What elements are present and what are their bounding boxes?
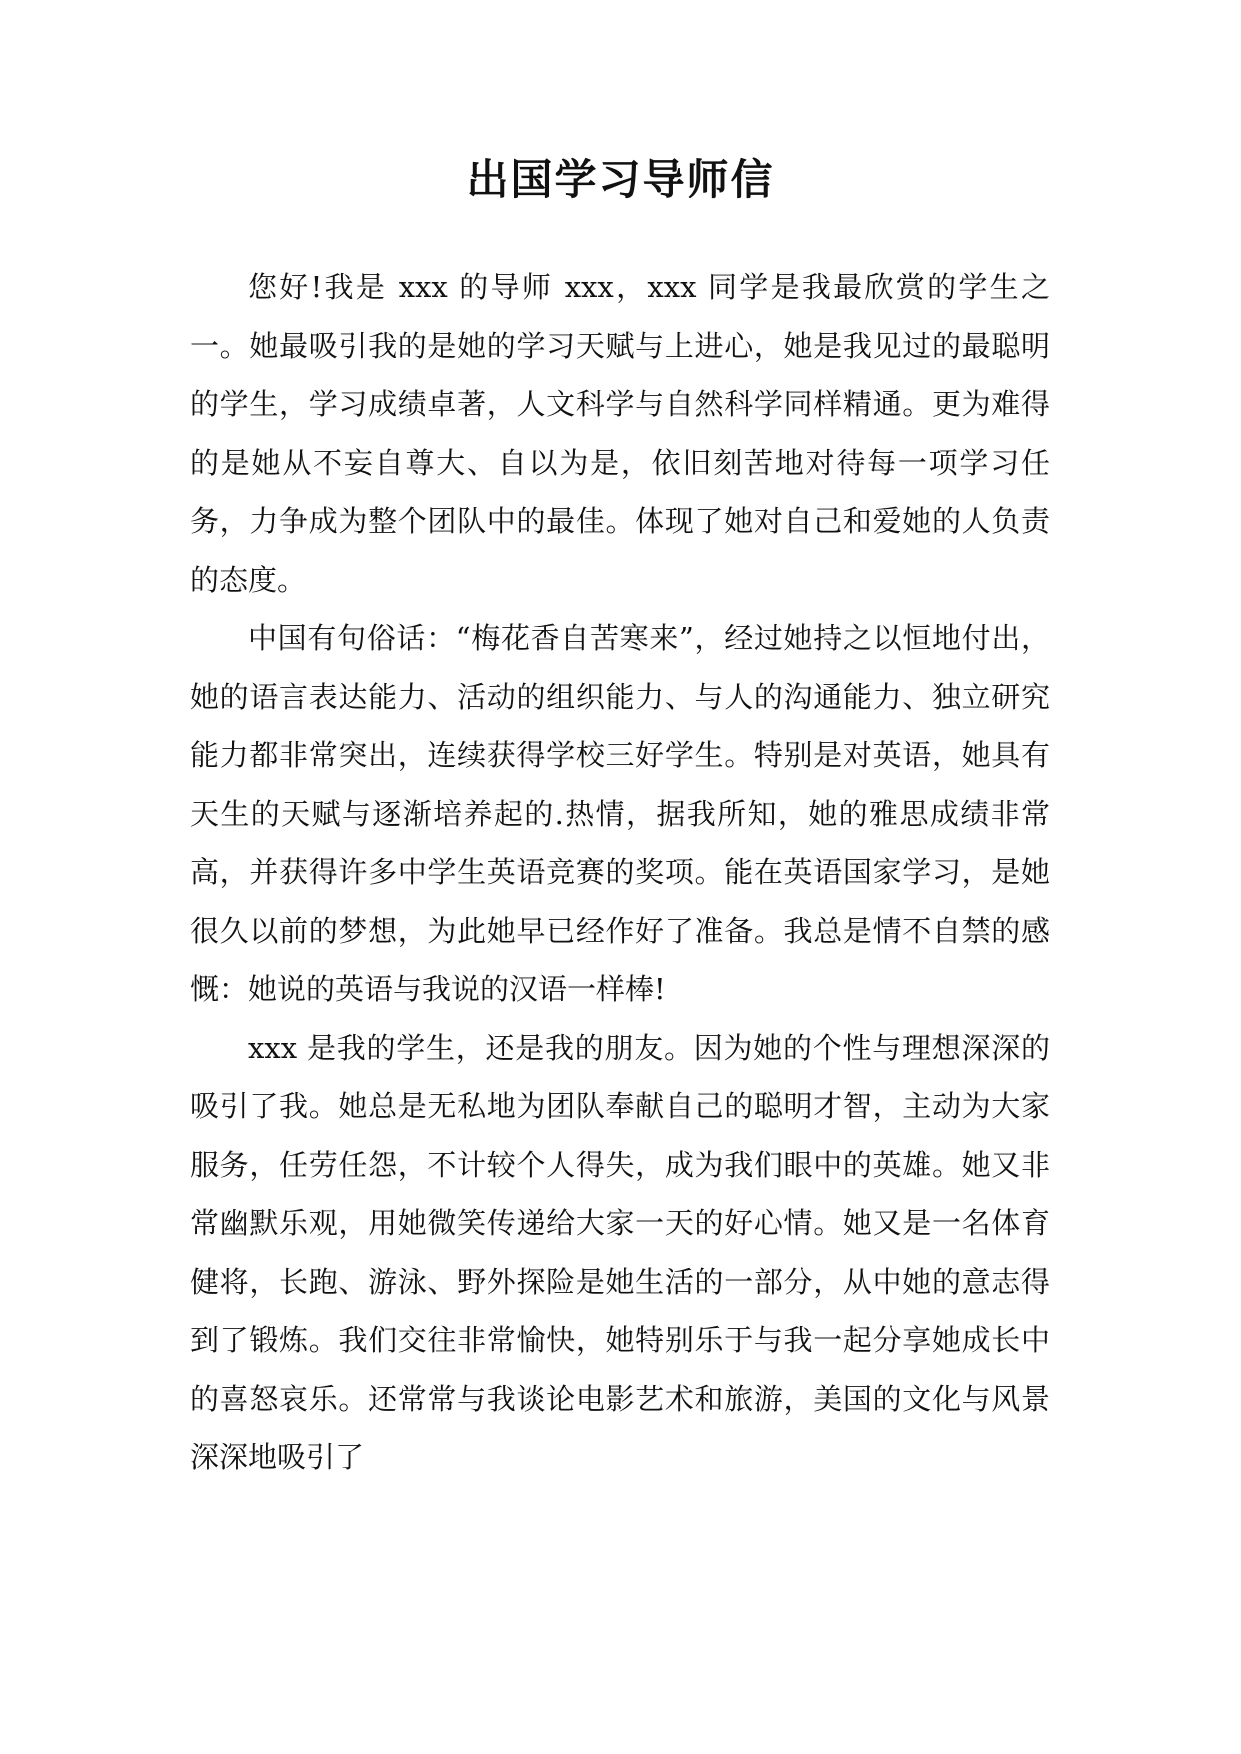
document-body: [190, 258, 1050, 1487]
paragraph: xxx 是我的学生，还是我的朋友。因为她的个性与理想深深的吸引了我。她总是无私地为团队奉献自己的聪明才智，主动为大家服务，任劳任怨，不计较个人得失，成为我们眼中的英雄。她又非常幽默乐观，用她微笑传递给大家一天的好心情。她又是一名体育健将，长跑、游泳、野外探险是她生活的一部分，从中她的意志得到了锻炼。我们交往非常愉快，她特别乐于与我一起分享她成长中的喜怒哀乐。还常常与我谈论电影艺术和旅游，美国的文化与风景深深地吸引了: [190, 1030, 1050, 1474]
paragraph: 中国有句俗话：“梅花香自苦寒来”，经过她持之以恒地付出，她的语言表达能力、活动的组织能力、与人的沟通能力、独立研究能力都非常突出，连续获得学校三好学生。特别是对英语，她具有天生的天赋与逐渐培养起的.热情，据我所知，她的雅思成绩非常高，并获得许多中学生英语竞赛的奖项。能在英语国家学习，是她很久以前的梦想，为此她早已经作好了准备。我总是情不自禁的感慨：她说的英语与我说的汉语一样棒!: [190, 621, 1050, 1006]
paragraph: 您好!我是 xxx 的导师 xxx，xxx 同学是我最欣赏的学生之一。她最吸引我的是她的学习天赋与上进心，她是我见过的最聪明的学生，学习成绩卓著，人文科学与自然科学同样精通。更为难得的是她从不妄自尊大、自以为是，依旧刻苦地对待每一项学习任务，力争成为整个团队中的最佳。体现了她对自己和爱她的人负责的态度。: [190, 270, 1050, 597]
document-title: 出国学习导师信: [466, 155, 775, 204]
